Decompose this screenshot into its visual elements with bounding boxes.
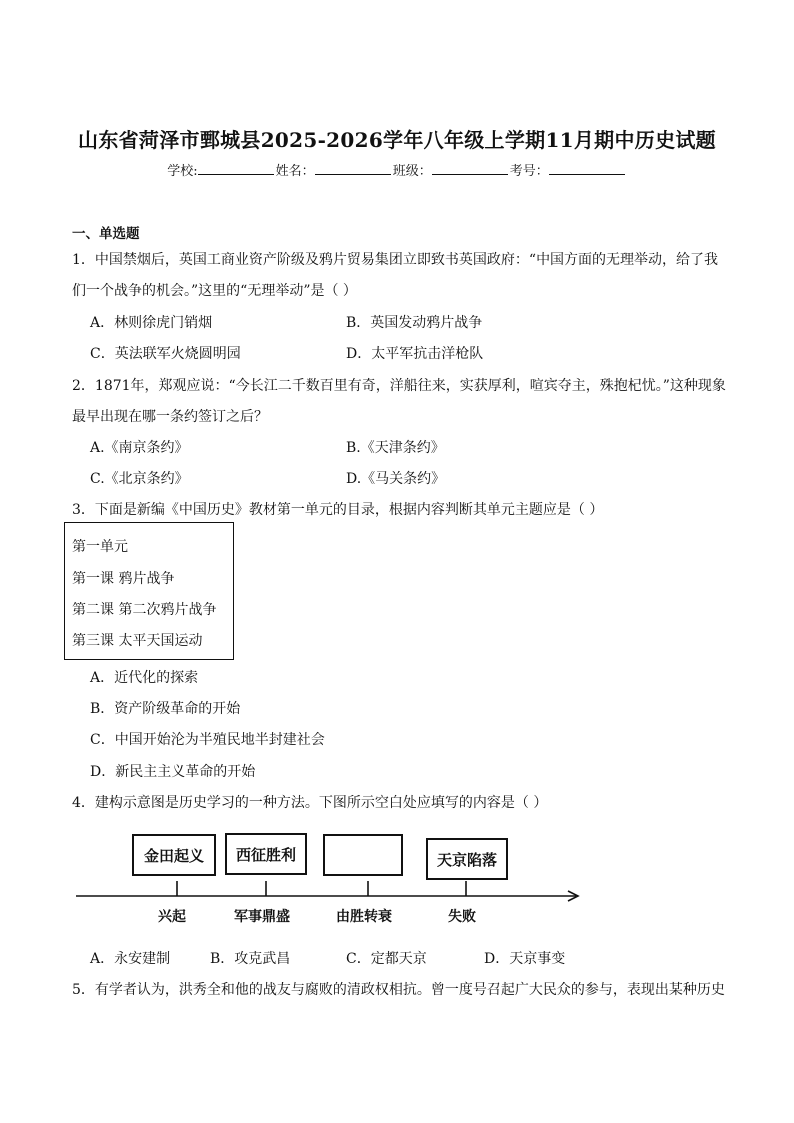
stage-label-peak: 军事鼎盛 xyxy=(234,909,290,925)
q1-option-c: C．英法联军火烧圆明园 xyxy=(90,346,241,362)
unit-title: 第一单元 xyxy=(72,539,128,555)
page-title: 山东省菏泽市鄄城县2025-2026学年八年级上学期11月期中历史试题 xyxy=(78,128,716,152)
class-blank xyxy=(432,162,508,175)
event-box-tianjing: 天京陷落 xyxy=(426,838,508,880)
q1-stem-line1: 1．中国禁烟后，英国工商业资产阶级及鸦片贸易集团立即致书英国政府：“中国方面的无理举动，给了我 xyxy=(72,252,719,268)
stage-label-decline: 由胜转衰 xyxy=(336,909,392,925)
q1-option-a: A．林则徐虎门销烟 xyxy=(90,315,213,331)
q3-option-d: D．新民主主义革命的开始 xyxy=(90,764,256,780)
class-label: 班级： xyxy=(392,164,432,179)
q2-option-b: B.《天津条约》 xyxy=(346,440,445,456)
q1-option-b: B．英国发动鸦片战争 xyxy=(346,315,483,331)
lesson-1: 第一课 鸦片战争 xyxy=(72,571,175,587)
q3-option-c: C．中国开始沦为半殖民地半封建社会 xyxy=(90,732,325,748)
lesson-2: 第二课 第二次鸦片战争 xyxy=(72,602,217,618)
q2-option-a: A.《南京条约》 xyxy=(90,440,189,456)
q1-stem-line2: 们一个战争的机会。”这里的“无理举动”是（ ） xyxy=(72,283,357,299)
school-blank xyxy=(198,162,274,175)
school-label: 学校: xyxy=(167,164,198,179)
q1-option-d: D．太平军抗击洋枪队 xyxy=(346,346,484,362)
q2-stem-line2: 最早出现在哪一条约签订之后？ xyxy=(72,409,268,425)
stage-label-rise: 兴起 xyxy=(158,909,186,925)
number-blank xyxy=(549,162,625,175)
q3-stem: 3．下面是新编《中国历史》教材第一单元的目录，根据内容判断其单元主题应是（ ） xyxy=(72,502,604,518)
lesson-3: 第三课 太平天国运动 xyxy=(72,633,203,649)
event-box-blank xyxy=(323,834,403,876)
q2-option-c: C.《北京条约》 xyxy=(90,471,189,487)
number-label: 考号： xyxy=(509,164,549,179)
q4-option-b: B．攻克武昌 xyxy=(210,951,291,967)
unit-contents-box xyxy=(64,522,234,660)
q4-option-a: A．永安建制 xyxy=(90,951,171,967)
name-label: 姓名： xyxy=(275,164,315,179)
q3-option-b: B．资产阶级革命的开始 xyxy=(90,701,241,717)
name-blank xyxy=(315,162,391,175)
q4-option-c: C．定都天京 xyxy=(346,951,427,967)
q2-option-d: D.《马关条约》 xyxy=(346,471,446,487)
q3-option-a: A．近代化的探索 xyxy=(90,670,199,686)
event-box-jintian: 金田起义 xyxy=(132,834,216,876)
student-info-line xyxy=(0,160,794,179)
stage-label-failure: 失败 xyxy=(448,909,476,925)
q2-stem-line1: 2．1871年，郑观应说：“今长江二千数百里有奇，洋船往来，实获厚利，喧宾夺主，殊抱杞忧。”这种现象 xyxy=(72,378,726,394)
event-box-xizheng: 西征胜利 xyxy=(225,833,307,875)
section-heading: 一、单选题 xyxy=(72,226,140,242)
q5-stem-line1: 5．有学者认为，洪秀全和他的战友与腐败的清政权相抗。曾一度号召起广大民众的参与，表现出某种历史 xyxy=(72,982,725,998)
q4-option-d: D．天京事变 xyxy=(484,951,566,967)
q4-stem: 4．建构示意图是历史学习的一种方法。下图所示空白处应填写的内容是（ ） xyxy=(72,795,548,811)
